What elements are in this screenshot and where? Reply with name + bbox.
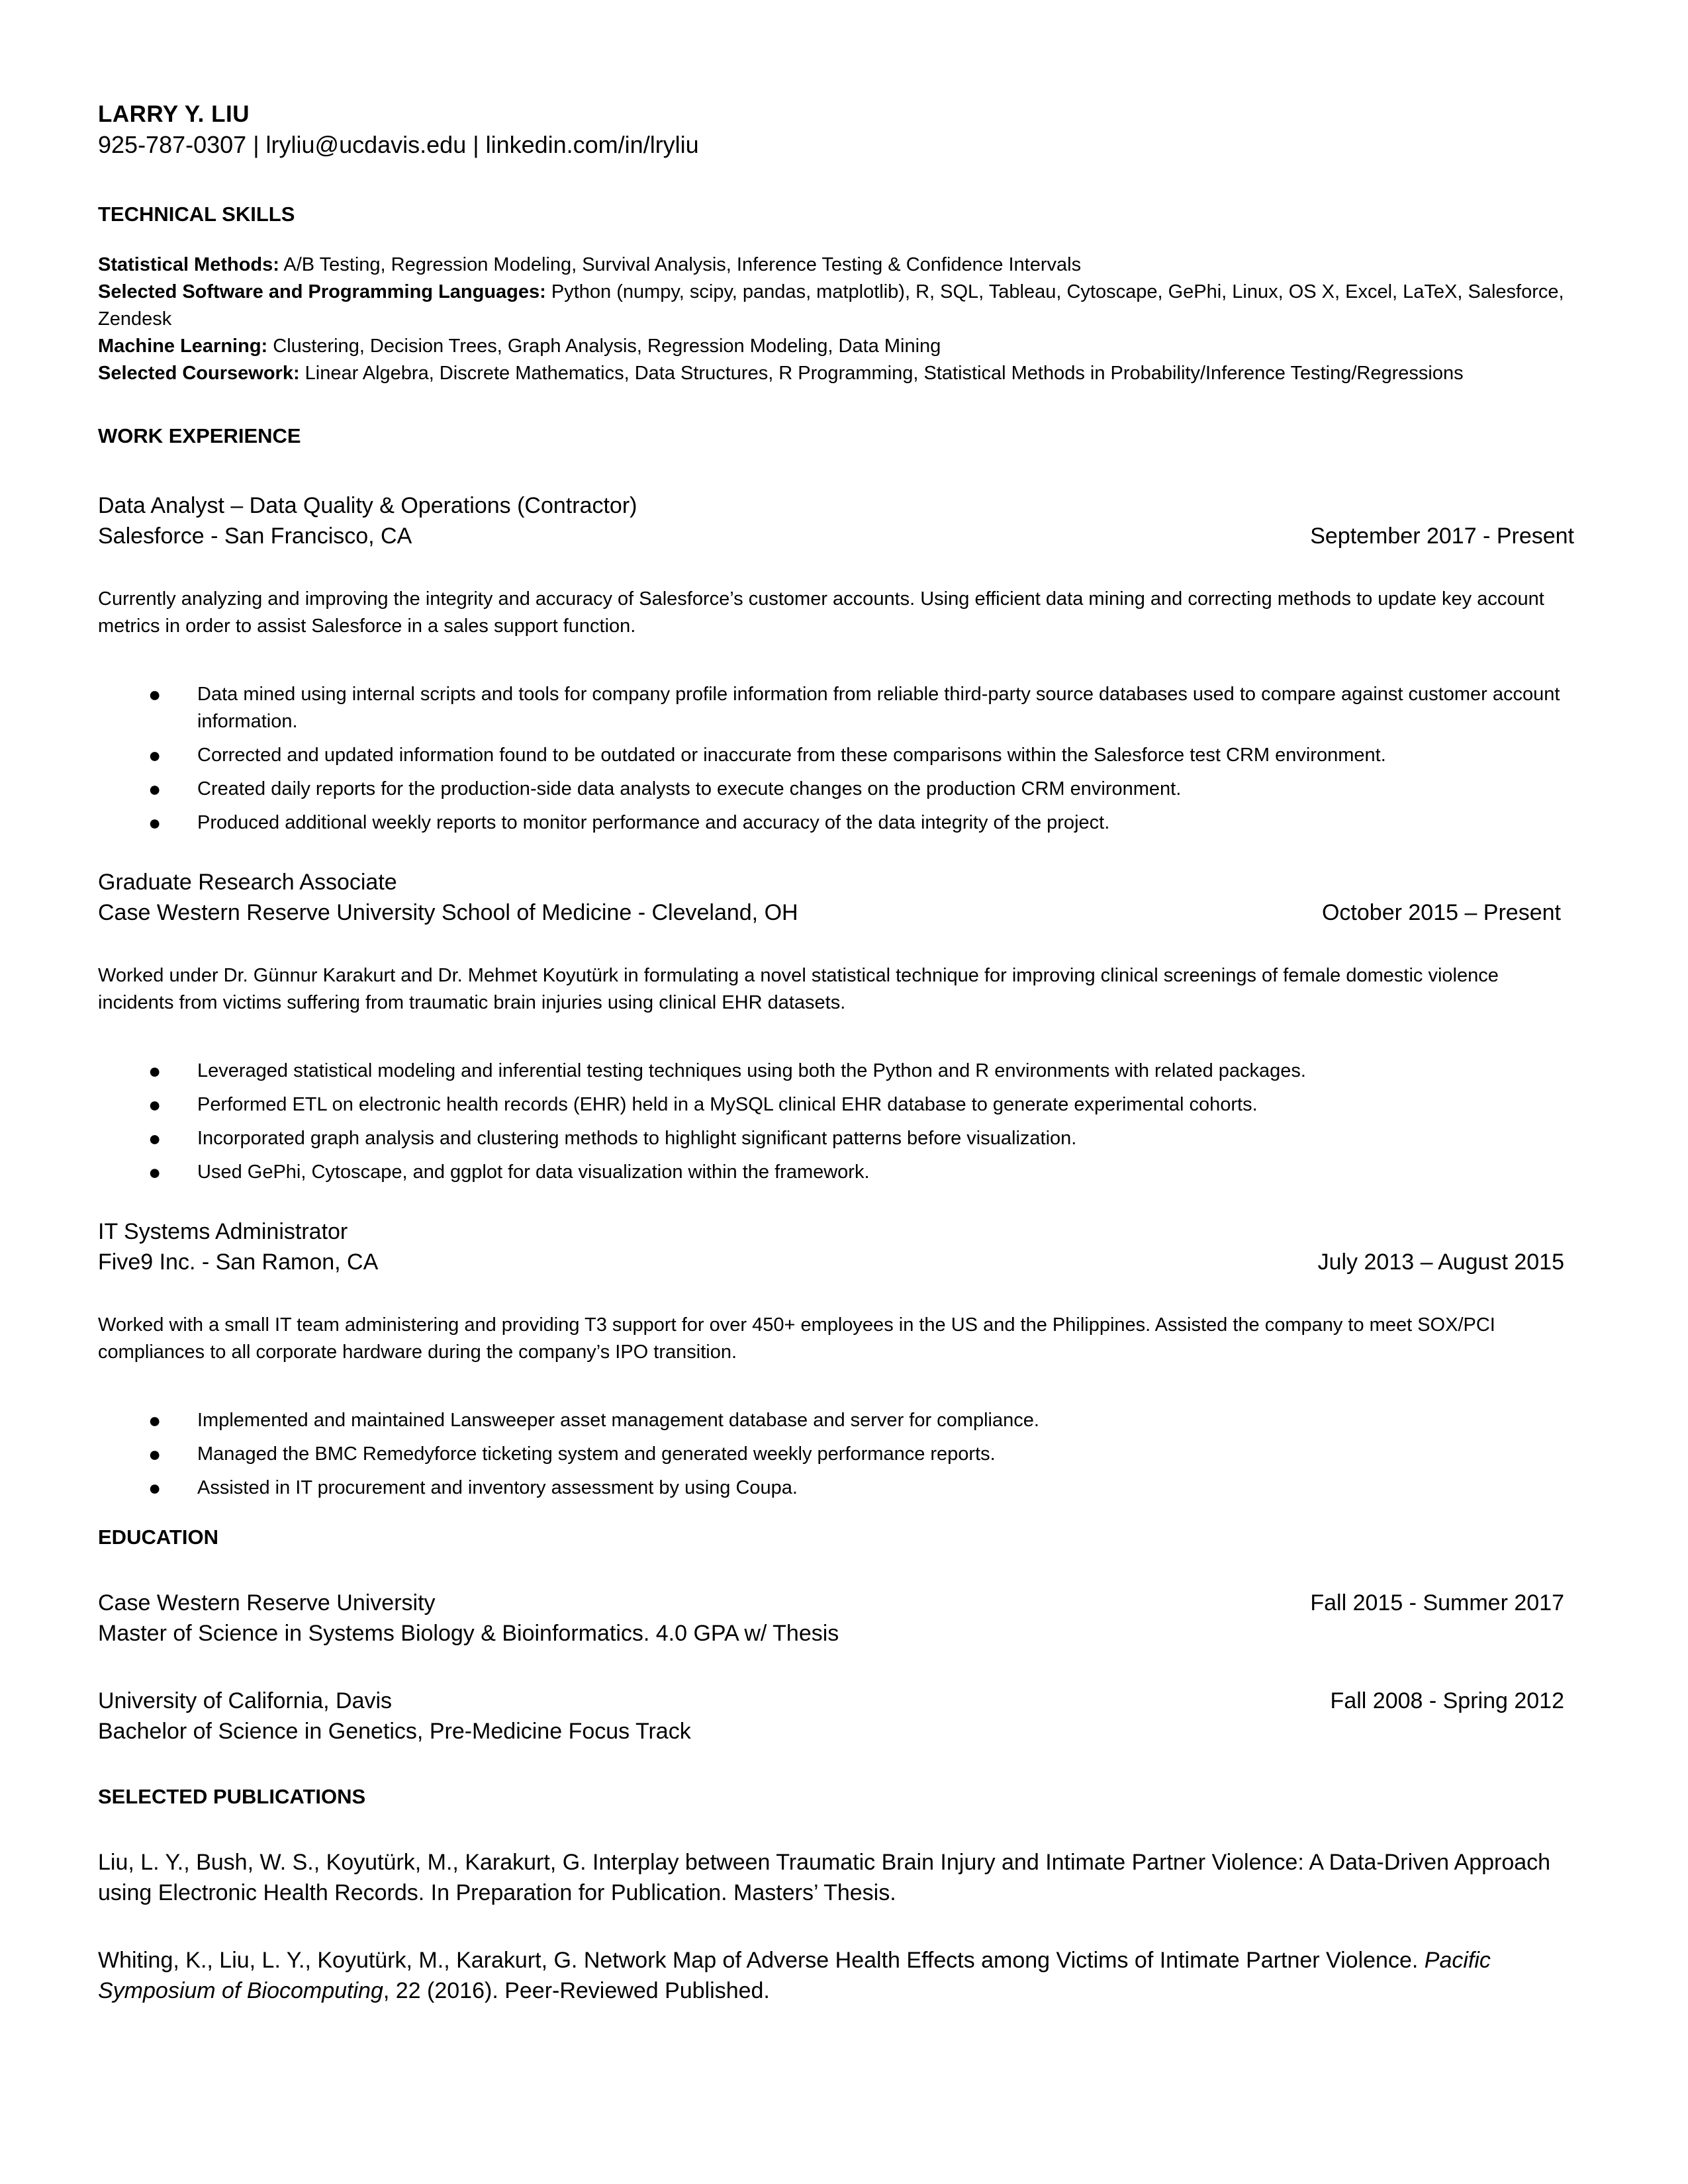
skills-title: TECHNICAL SKILLS: [98, 203, 295, 226]
skill-line-ml: Machine Learning: Clustering, Decision Trees, Graph Analysis, Regression Modeling, Data Mining: [98, 336, 941, 357]
education-school: University of California, Davis: [98, 1688, 393, 1713]
job-dates: September 2017 - Present: [1310, 523, 1574, 549]
job-entry: [98, 867, 1574, 1186]
skill-line-coursework: Selected Coursework: Linear Algebra, Discrete Mathematics, Data Structures, R Programming, Statistical Methods in Probability/Inference Testing/Regressions: [98, 363, 1464, 384]
list-item: ● Managed the BMC Remedyforce ticketing system and generated weekly performance reports.: [98, 1441, 1574, 1468]
education-entry: [98, 1588, 1574, 1649]
name-heading: LARRY Y. LIU: [98, 101, 250, 127]
job-dates: July 2013 – August 2015: [1317, 1250, 1564, 1275]
bullet-icon: ●: [148, 1093, 162, 1116]
education-entry: [98, 1686, 1574, 1747]
bullet-icon: ●: [148, 1408, 162, 1432]
publication-entry: Whiting, K., Liu, L. Y., Koyutürk, M., Karakurt, G. Network Map of Adverse Health Effects among Victims of Intimate Partner Violence. Pacific Symposium of Biocomputing, 22 (2016). Peer-Reviewed Published.: [98, 1948, 1491, 2003]
bullet-icon: ●: [148, 743, 162, 767]
work-title: WORK EXPERIENCE: [98, 424, 301, 447]
bullet-icon: ●: [148, 1442, 162, 1466]
education-dates: Fall 2008 - Spring 2012: [1330, 1688, 1564, 1713]
bullet-icon: ●: [148, 1160, 162, 1184]
job-title: Graduate Research Associate: [98, 870, 397, 895]
job-title: Data Analyst – Data Quality & Operations (Contractor): [98, 493, 637, 518]
resume-page: [98, 99, 1574, 2006]
job-org-row: [98, 521, 1574, 551]
bullet-icon: ●: [148, 682, 162, 706]
job-entry: [98, 1216, 1574, 1502]
job-title: IT Systems Administrator: [98, 1219, 348, 1244]
job-org-row: [98, 1247, 1564, 1277]
bullet-icon: ●: [148, 1059, 162, 1083]
skill-line-statistical: Statistical Methods: A/B Testing, Regression Modeling, Survival Analysis, Inference Testing & Confidence Intervals: [98, 254, 1082, 275]
skills-list: [98, 251, 1574, 387]
list-item: ● Used GePhi, Cytoscape, and ggplot for data visualization within the framework.: [98, 1159, 1574, 1186]
bullet-icon: ●: [148, 811, 162, 835]
list-item: ● Data mined using internal scripts and tools for company profile information from reliable third-party source databases used to compare against customer account information.: [148, 682, 1560, 732]
job-bullets: [98, 1407, 1574, 1502]
job-org: Case Western Reserve University School of Medicine - Cleveland, OH: [98, 900, 798, 925]
publication-entry: Liu, L. Y., Bush, W. S., Koyutürk, M., Karakurt, G. Interplay between Traumatic Brain Injury and Intimate Partner Violence: A Data-Driven Approach using Electronic Health Records. In Preparation for Publication. Masters’ Thesis.: [98, 1850, 1551, 1905]
education-school-row: [98, 1686, 1564, 1716]
education-school: Case Western Reserve University: [98, 1590, 436, 1615]
list-item: ● Performed ETL on electronic health records (EHR) held in a MySQL clinical EHR database to generate experimental cohorts.: [98, 1091, 1574, 1118]
job-org: Five9 Inc. - San Ramon, CA: [98, 1250, 379, 1275]
bullet-icon: ●: [148, 1476, 162, 1500]
bullet-icon: ●: [148, 1126, 162, 1150]
job-entry: [98, 490, 1574, 837]
education-degree: Master of Science in Systems Biology & Bioinformatics. 4.0 GPA w/ Thesis: [98, 1621, 839, 1646]
education-dates: Fall 2015 - Summer 2017: [1310, 1590, 1564, 1615]
job-org: Salesforce - San Francisco, CA: [98, 523, 412, 549]
publication-journal: Pacific Symposium of Biocomputing: [98, 1948, 1491, 2003]
education-school-row: [98, 1588, 1564, 1618]
job-description: Currently analyzing and improving the integrity and accuracy of Salesforce’s customer accounts. Using efficient data mining and correcting methods to update key account metrics in order to assist Salesforce in a sales support function.: [98, 588, 1544, 637]
job-bullets: [98, 681, 1574, 837]
job-org-row: [98, 897, 1561, 928]
education-title: EDUCATION: [98, 1525, 218, 1549]
job-bullets: [98, 1058, 1574, 1186]
job-dates: October 2015 – Present: [1321, 900, 1561, 925]
list-item: ● Corrected and updated information found to be outdated or inaccurate from these comparisons within the Salesforce test CRM environment.: [98, 742, 1574, 769]
education-degree: Bachelor of Science in Genetics, Pre-Medicine Focus Track: [98, 1719, 691, 1744]
list-item: ● Incorporated graph analysis and clustering methods to highlight significant patterns before visualization.: [98, 1125, 1574, 1152]
contact-line: 925-787-0307 | lryliu@ucdavis.edu | linkedin.com/in/lryliu: [98, 131, 699, 158]
skill-line-software: Selected Software and Programming Languages: Python (numpy, scipy, pandas, matplotlib), R, SQL, Tableau, Cytoscape, GePhi, Linux, OS X, Excel, LaTeX, Salesforce, Zendesk: [98, 281, 1564, 330]
job-description: Worked under Dr. Günnur Karakurt and Dr. Mehmet Koyutürk in formulating a novel statistical technique for improving clinical screenings of female domestic violence incidents from victims suffering from traumatic brain injuries using clinical EHR datasets.: [98, 965, 1499, 1013]
list-item: ● Leveraged statistical modeling and inferential testing techniques using both the Python and R environments with related packages.: [98, 1058, 1574, 1085]
list-item: ● Implemented and maintained Lansweeper asset management database and server for compliance.: [98, 1407, 1574, 1434]
list-item: ● Assisted in IT procurement and inventory assessment by using Coupa.: [98, 1475, 1574, 1502]
job-description: Worked with a small IT team administering and providing T3 support for over 450+ employees in the US and the Philippines. Assisted the company to meet SOX/PCI compliances to all corporate hardware during the company’s IPO transition.: [98, 1314, 1495, 1363]
list-item: ● Created daily reports for the production-side data analysts to execute changes on the production CRM environment.: [98, 776, 1574, 803]
bullet-icon: ●: [148, 777, 162, 801]
publications-title: SELECTED PUBLICATIONS: [98, 1785, 366, 1808]
list-item: ● Produced additional weekly reports to monitor performance and accuracy of the data integrity of the project.: [98, 809, 1574, 837]
